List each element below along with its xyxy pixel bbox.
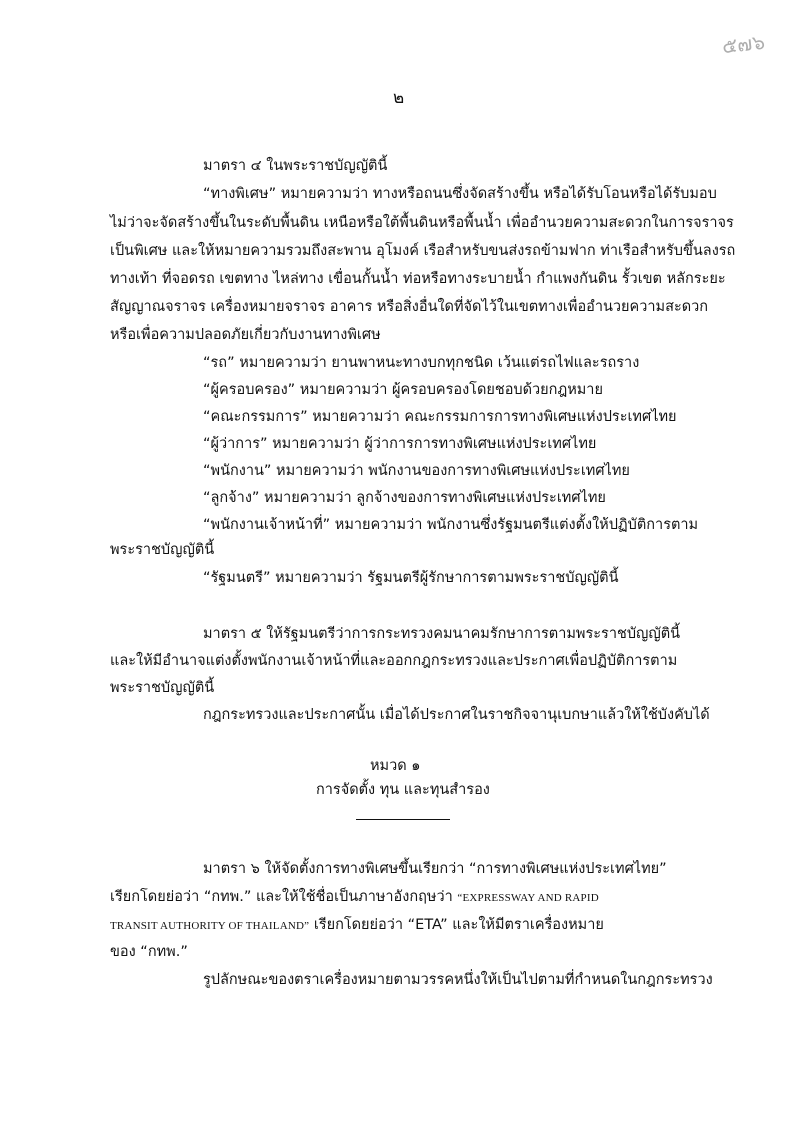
section-6-line: ของ “กทพ.” <box>110 944 188 960</box>
expressway-def-line: ไม่ว่าจะจัดสร้างขึ้นในระดับพื้นดิน เหนือหรือใต้พื้นดินหรือพื้นน้ำ เพื่ออำนวยความสะดวกในการจราจร <box>110 215 734 231</box>
section-5-paragraph-2: กฎกระทรวงและประกาศนั้น เมื่อได้ประกาศในราชกิจจานุเบกษาแล้วให้ใช้บังคับได้ <box>203 707 710 723</box>
section-6-thai-text: เรียกโดยย่อว่า “กทพ.” และให้ใช้ชื่อเป็นภาษาอังกฤษว่า <box>110 889 453 905</box>
chapter-subtitle: การจัดตั้ง ทุน และทุนสำรอง <box>316 782 490 798</box>
section-6-line: มาตรา ๖ ให้จัดตั้งการทางพิเศษขึ้นเรียกว่า “การทางพิเศษแห่งประเทศไทย” <box>203 861 667 877</box>
section-4-heading: มาตรา ๔ ในพระราชบัญญัตินี้ <box>203 158 388 174</box>
expressway-def-line: เป็นพิเศษ และให้หมายความรวมถึงสะพาน อุโมงค์ เรือสำหรับขนส่งรถข้ามฟาก ท่าเรือสำหรับขึ้นลงรถ <box>110 243 736 259</box>
page-number: ๒ <box>393 88 405 108</box>
definition-worker: “ลูกจ้าง” หมายความว่า ลูกจ้างของการทางพิเศษแห่งประเทศไทย <box>203 490 606 506</box>
english-name-part-2: TRANSIT AUTHORITY OF THAILAND” <box>110 920 310 932</box>
section-5-line: มาตรา ๕ ให้รัฐมนตรีว่าการกระทรวงคมนาคมรักษาการตามพระราชบัญญัตินี้ <box>203 626 681 642</box>
expressway-def-line: สัญญาณจราจร เครื่องหมายจราจร อาคาร หรือสิ่งอื่นใดที่จัดไว้ในเขตทางเพื่ออำนวยความสะดวก <box>110 299 709 315</box>
section-5-line: และให้มีอำนาจแต่งตั้งพนักงานเจ้าหน้าที่และออกกฎกระทรวงและประกาศเพื่อปฏิบัติการตาม <box>110 653 678 669</box>
expressway-def-line: ทางเท้า ที่จอดรถ เขตทาง ไหล่ทาง เขื่อนกั้นน้ำ ท่อหรือทางระบายน้ำ กำแพงกันดิน รั้วเขต หลักระยะ <box>110 271 726 287</box>
chapter-divider <box>356 819 450 820</box>
section-6-paragraph-2: รูปลักษณะของตราเครื่องหมายตามวรรคหนึ่งให้เป็นไปตามที่กำหนดในกฎกระทรวง <box>203 972 713 988</box>
expressway-def-line: หรือเพื่อความปลอดภัยเกี่ยวกับงานทางพิเศษ <box>110 327 381 343</box>
english-name-part-1: “EXPRESSWAY AND RAPID <box>457 892 599 904</box>
definition-employee: “พนักงาน” หมายความว่า พนักงานของการทางพิเศษแห่งประเทศไทย <box>203 463 630 479</box>
handwritten-page-mark: ๕๗๖ <box>720 29 767 59</box>
definition-vehicle: “รถ” หมายความว่า ยานพาหนะทางบกทุกชนิด เว้นแต่รถไฟและรถราง <box>203 355 640 371</box>
expressway-def-line: “ทางพิเศษ” หมายความว่า ทางหรือถนนซึ่งจัดสร้างขึ้น หรือได้รับโอนหรือได้รับมอบ <box>203 186 717 202</box>
chapter-title: หมวด ๑ <box>370 758 421 774</box>
section-5-line: พระราชบัญญัตินี้ <box>110 680 215 696</box>
definition-minister: “รัฐมนตรี” หมายความว่า รัฐมนตรีผู้รักษาการตามพระราชบัญญัตินี้ <box>203 570 619 586</box>
definition-board: “คณะกรรมการ” หมายความว่า คณะกรรมการการทางพิเศษแห่งประเทศไทย <box>203 409 677 425</box>
definition-official-cont: พระราชบัญญัตินี้ <box>110 542 215 558</box>
definition-governor: “ผู้ว่าการ” หมายความว่า ผู้ว่าการการทางพิเศษแห่งประเทศไทย <box>203 436 597 452</box>
section-6-line <box>110 890 599 905</box>
definition-official: “พนักงานเจ้าหน้าที่” หมายความว่า พนักงานซึ่งรัฐมนตรีแต่งตั้งให้ปฏิบัติการตาม <box>203 517 699 533</box>
section-6-line <box>110 918 604 933</box>
definition-possessor: “ผู้ครอบครอง” หมายความว่า ผู้ครอบครองโดยชอบด้วยกฎหมาย <box>203 382 603 398</box>
section-6-thai-text: เรียกโดยย่อว่า “ETA” และให้มีตราเครื่องหมาย <box>313 917 604 933</box>
